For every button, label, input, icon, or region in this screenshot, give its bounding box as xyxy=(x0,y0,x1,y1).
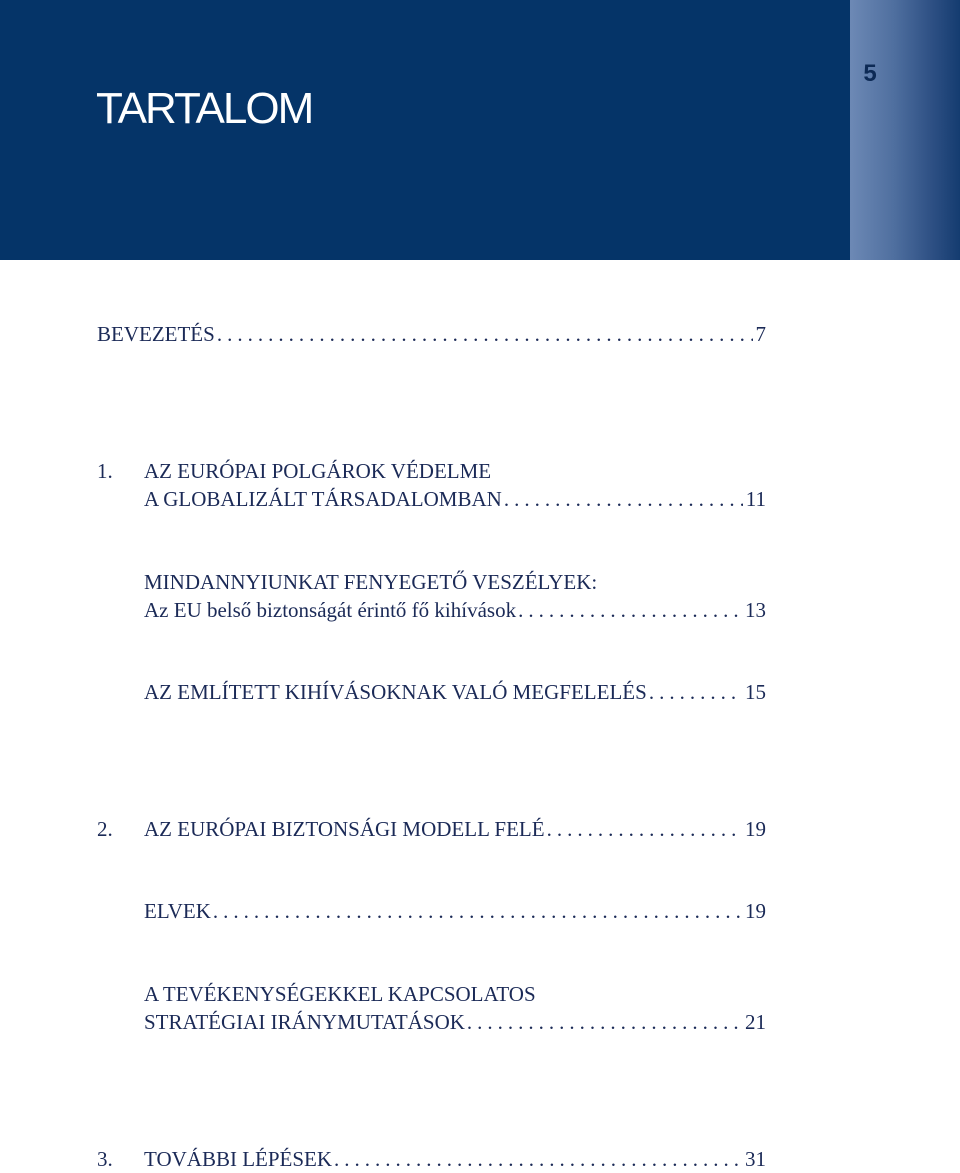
toc-entry-title: ELVEK xyxy=(144,899,211,923)
toc-entry-title-line1: MINDANNYIUNKAT FENYEGETŐ VESZÉLYEK: xyxy=(144,570,598,594)
toc-entry-title: AZ EMLÍTETT KIHÍVÁSOKNAK VALÓ MEGFELELÉS xyxy=(144,680,647,704)
dot-leader xyxy=(213,897,742,925)
chapter-number: 2. xyxy=(97,817,113,841)
toc-page-number: 13 xyxy=(745,598,766,622)
toc-page-number: 21 xyxy=(745,1010,766,1034)
dot-leader xyxy=(504,485,743,513)
dot-leader xyxy=(518,596,742,624)
chapter-number: 1. xyxy=(97,459,113,483)
toc-entry-chapter-1[interactable] xyxy=(144,485,766,513)
toc-entry-title-line2: Az EU belső biztonságát érintő fő kihívások xyxy=(144,598,517,622)
toc-page-number: 19 xyxy=(745,899,766,923)
toc-entry-threats[interactable] xyxy=(144,596,766,624)
dot-leader xyxy=(217,320,753,348)
toc-entry-strategic-guidelines[interactable] xyxy=(144,1008,766,1036)
toc-entry-title-line2: STRATÉGIAI IRÁNYMUTATÁSOK xyxy=(144,1010,465,1034)
page-number: 5 xyxy=(863,60,877,87)
toc-page-number: 19 xyxy=(745,817,766,841)
page-title: TARTALOM xyxy=(96,84,313,133)
dot-leader xyxy=(649,678,742,706)
toc-entry-chapter-2[interactable] xyxy=(144,815,766,843)
toc-entry-responding[interactable] xyxy=(144,678,766,706)
toc-page-number: 11 xyxy=(745,487,766,511)
toc-entry-title: AZ EURÓPAI BIZTONSÁGI MODELL FELÉ xyxy=(144,817,545,841)
toc-page-number: 15 xyxy=(745,680,766,704)
toc-entry-title-line2: A GLOBALIZÁLT TÁRSADALOMBAN xyxy=(144,487,502,511)
toc-entry-intro[interactable] xyxy=(97,320,766,348)
toc-entry-title: BEVEZETÉS xyxy=(97,322,215,346)
toc-page-number: 7 xyxy=(755,322,766,346)
dot-leader xyxy=(467,1008,742,1036)
toc-entry-title-line1: AZ EURÓPAI POLGÁROK VÉDELME xyxy=(144,459,492,483)
toc-entry-principles[interactable] xyxy=(144,897,766,925)
page-number-strip xyxy=(850,0,960,260)
chapter-number: 3. xyxy=(97,1147,113,1171)
dot-leader xyxy=(547,815,742,843)
toc-entry-title: TOVÁBBI LÉPÉSEK xyxy=(144,1147,333,1171)
toc-entry-title-line1: A TEVÉKENYSÉGEKKEL KAPCSOLATOS xyxy=(144,982,536,1006)
toc-page-number: 31 xyxy=(745,1147,766,1171)
